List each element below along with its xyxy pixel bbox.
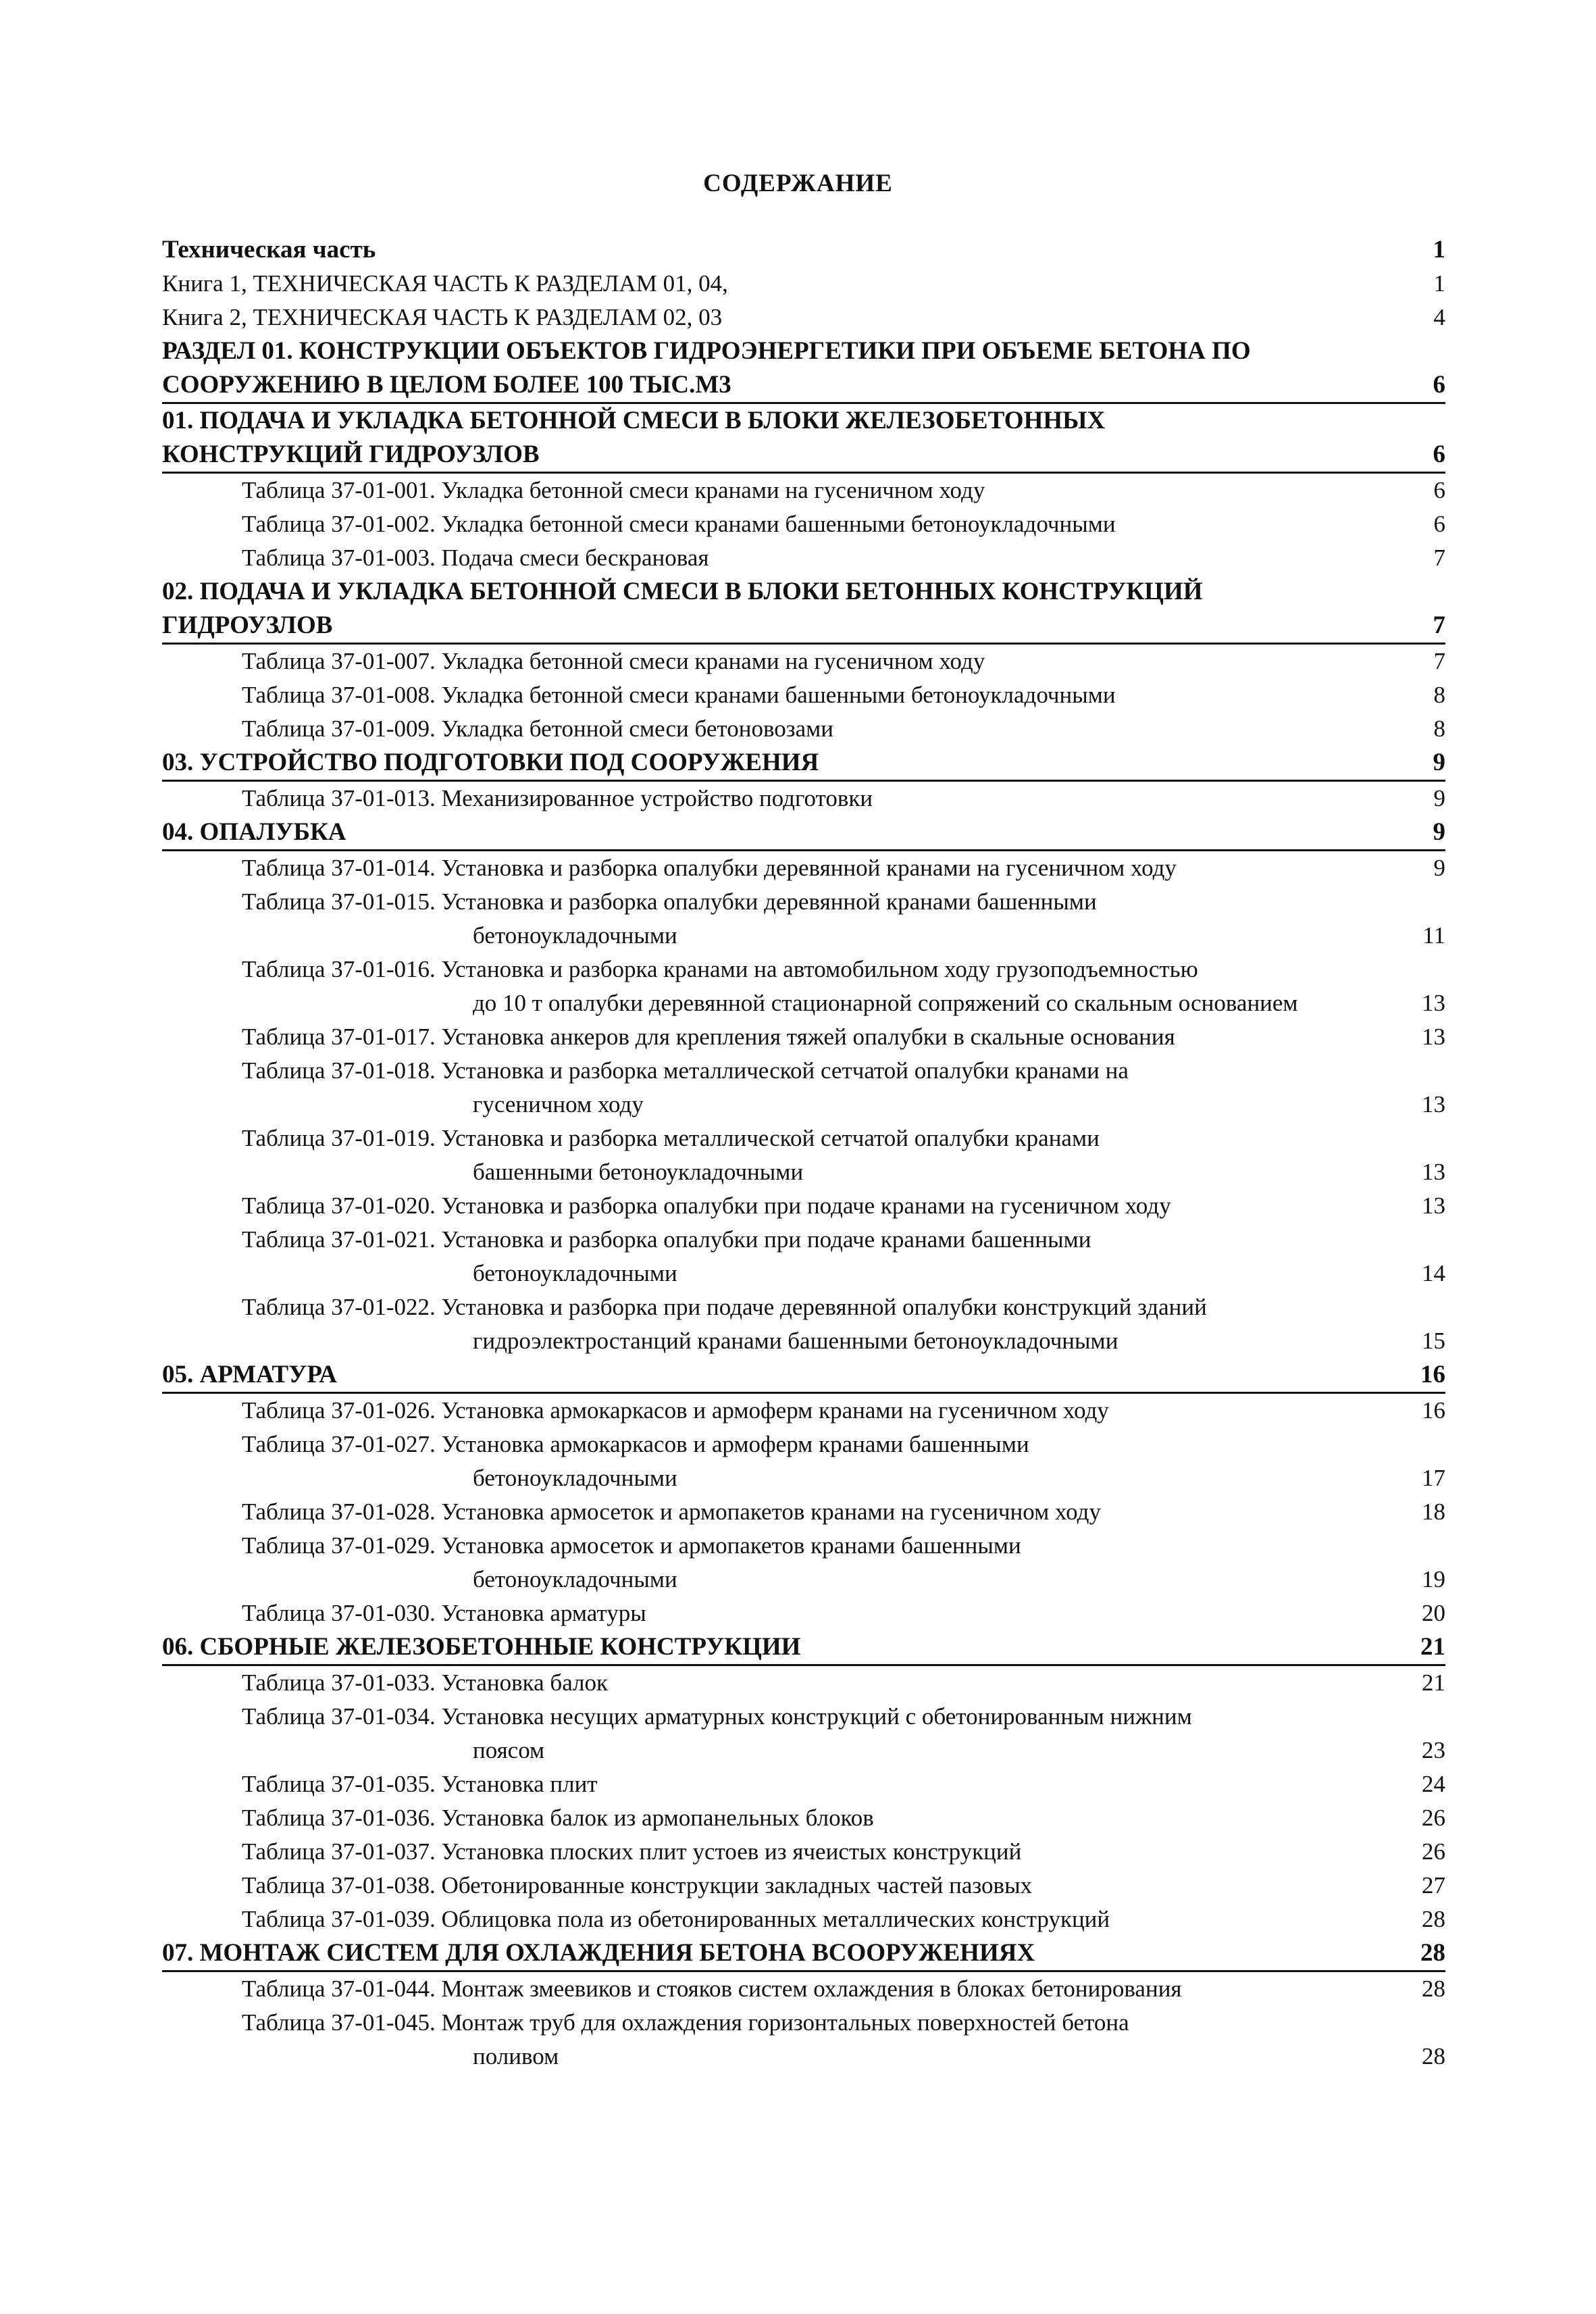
toc-page-number: 9 [1433,855,1445,881]
toc-entry-row[interactable] [162,507,1445,541]
toc-entry-text: Таблица 37-01-018. Установка и разборка металлической сетчатой опалубки кранами на [242,1057,1129,1084]
toc-entry-row[interactable] [162,1734,1445,1767]
toc-entry-row[interactable] [162,474,1445,507]
toc-section-row[interactable] [162,404,1445,438]
toc-entry-text: башенными бетоноукладочными [473,1159,804,1185]
toc-page-number: 9 [1433,818,1445,846]
toc-entry-row[interactable] [162,267,1445,301]
toc-entry-text: бетоноукладочными [473,1260,677,1286]
toc-entry-text: Таблица 37-01-017. Установка анкеров для крепления тяжей опалубки в скальные основания [242,1024,1175,1050]
page-title: СОДЕРЖАНИЕ [703,170,893,197]
toc-entry-text: РАЗДЕЛ 01. КОНСТРУКЦИИ ОБЪЕКТОВ ГИДРОЭНЕРГЕТИКИ ПРИ ОБЪЕМЕ БЕТОНА ПО [162,337,1251,365]
toc-entry-text: 05. АРМАТУРА [162,1361,337,1388]
toc-entry-row[interactable] [162,541,1445,575]
toc-section-row[interactable] [162,233,1445,267]
toc-entry-row[interactable] [162,1428,1445,1461]
toc-section-row[interactable] [162,1630,1445,1666]
toc-entry-row[interactable] [162,1189,1445,1223]
toc-entry-row[interactable] [162,2040,1445,2073]
toc-page-number: 16 [1422,1397,1445,1424]
toc-entry-text: Таблица 37-01-038. Обетонированные конструкции закладных частей пазовых [242,1872,1033,1898]
toc-entry-text: Таблица 37-01-015. Установка и разборка опалубки деревянной кранами башенными [242,888,1097,915]
toc-entry-text: Книга 1, ТЕХНИЧЕСКАЯ ЧАСТЬ К РАЗДЕЛАМ 01, 04, [162,270,728,297]
toc-section-row[interactable] [162,334,1445,368]
toc-entry-text: бетоноукладочными [473,1465,677,1491]
toc-entry-row[interactable] [162,1020,1445,1054]
toc-entry-text: до 10 т опалубки деревянной стационарной сопряжений со скальным основанием [473,990,1298,1016]
toc-entry-row[interactable] [162,1324,1445,1358]
toc-entry-row[interactable] [162,1903,1445,1936]
toc-entry-text: Таблица 37-01-003. Подача смеси бескрановая [242,545,709,571]
toc-page-number: 1 [1433,270,1445,297]
toc-page-number: 26 [1422,1838,1445,1865]
toc-entry-text: Таблица 37-01-020. Установка и разборка опалубки при подаче кранами на гусеничном ходу [242,1192,1171,1219]
toc-entry-text: Таблица 37-01-026. Установка армокаркасов и армоферм кранами на гусеничном ходу [242,1397,1109,1424]
toc-entry-text: гусеничном ходу [473,1091,644,1117]
toc-entry-row[interactable] [162,645,1445,678]
toc-entry-text: Таблица 37-01-027. Установка армокаркасов и армоферм кранами башенными [242,1431,1029,1457]
toc-entry-row[interactable] [162,851,1445,885]
toc-entry-text: поясом [473,1737,545,1763]
toc-entry-text: бетоноукладочными [473,922,677,949]
toc-entry-row[interactable] [162,1563,1445,1596]
toc-entry-text: КОНСТРУКЦИЙ ГИДРОУЗЛОВ [162,441,540,468]
toc-entry-text: СООРУЖЕНИЮ В ЦЕЛОМ БОЛЕЕ 100 ТЫС.М3 [162,371,731,399]
toc-entry-text: Таблица 37-01-034. Установка несущих арматурных конструкций с обетонированным нижним [242,1703,1192,1730]
toc-page-number: 8 [1433,682,1445,708]
toc-entry-row[interactable] [162,1495,1445,1529]
toc-entry-row[interactable] [162,1223,1445,1257]
toc-page-number: 28 [1422,1976,1445,2002]
toc-entry-text: Таблица 37-01-013. Механизированное устройство подготовки [242,785,873,811]
toc-entry-row[interactable] [162,678,1445,712]
toc-entry-row[interactable] [162,885,1445,919]
toc-entry-text: Таблица 37-01-039. Облицовка пола из обетонированных металлических конструкций [242,1906,1110,1932]
toc-page-number: 6 [1433,371,1445,399]
toc-entry-row[interactable] [162,919,1445,953]
toc-page-number: 7 [1433,611,1445,639]
toc-page-number: 21 [1422,1669,1445,1696]
toc-entry-text: Таблица 37-01-007. Укладка бетонной смеси кранами на гусеничном ходу [242,648,985,674]
toc-page-number: 27 [1422,1872,1445,1898]
toc-page-number: 28 [1422,1906,1445,1932]
toc-entry-text: 07. МОНТАЖ СИСТЕМ ДЛЯ ОХЛАЖДЕНИЯ БЕТОНА ВСООРУЖЕНИЯХ [162,1939,1035,1967]
toc-section-row[interactable] [162,575,1445,609]
toc-section-row[interactable] [162,746,1445,782]
toc-entry-row[interactable] [162,1088,1445,1122]
toc-entry-row[interactable] [162,1972,1445,2006]
toc-entry-text: 04. ОПАЛУБКА [162,818,346,846]
toc-page-number: 6 [1433,477,1445,503]
toc-page-number: 28 [1420,1939,1445,1967]
toc-entry-text: бетоноукладочными [473,1566,677,1592]
toc-entry-row[interactable] [162,1122,1445,1155]
toc-page-number: 6 [1433,511,1445,537]
toc-entry-row[interactable] [162,1700,1445,1734]
toc-entry-row[interactable] [162,1290,1445,1324]
toc-entry-text: Таблица 37-01-009. Укладка бетонной смеси бетоновозами [242,715,834,742]
toc-entry-text: Книга 2, ТЕХНИЧЕСКАЯ ЧАСТЬ К РАЗДЕЛАМ 02, 03 [162,304,723,330]
toc-entry-row[interactable] [162,1801,1445,1835]
toc-entry-row[interactable] [162,986,1445,1020]
toc-entry-text: Таблица 37-01-008. Укладка бетонной смеси кранами башенными бетоноукладочными [242,682,1116,708]
toc-entry-text: Таблица 37-01-035. Установка плит [242,1771,598,1797]
toc-entry-text: Таблица 37-01-021. Установка и разборка опалубки при подаче кранами башенными [242,1226,1091,1253]
toc-entry-text: Таблица 37-01-029. Установка армосеток и армопакетов кранами башенными [242,1532,1021,1559]
toc-section-row[interactable] [162,609,1445,645]
toc-page-number: 20 [1422,1600,1445,1626]
toc-page-number: 16 [1420,1361,1445,1388]
toc-page-number: 7 [1433,648,1445,674]
toc-page-number: 15 [1422,1328,1445,1354]
toc-page-number: 7 [1433,545,1445,571]
toc-page-number: 14 [1422,1260,1445,1286]
toc-page-number: 28 [1422,2043,1445,2069]
toc-entry-row[interactable] [162,1835,1445,1869]
toc-page-number: 13 [1422,1024,1445,1050]
toc-entry-row[interactable] [162,301,1445,334]
toc-page-number: 24 [1422,1771,1445,1797]
toc-entry-text: Таблица 37-01-014. Установка и разборка опалубки деревянной кранами на гусеничном ходу [242,855,1177,881]
toc-section-row[interactable] [162,438,1445,474]
toc-page-number: 1 [1433,236,1445,263]
toc-page-number: 18 [1422,1499,1445,1525]
toc-section-row[interactable] [162,1358,1445,1394]
toc-entry-text: 03. УСТРОЙСТВО ПОДГОТОВКИ ПОД СООРУЖЕНИЯ [162,749,819,776]
toc-entry-text: поливом [473,2043,559,2069]
toc-entry-row[interactable] [162,1869,1445,1903]
toc-entry-text: Таблица 37-01-028. Установка армосеток и армопакетов кранами на гусеничном ходу [242,1499,1101,1525]
toc-entry-row[interactable] [162,2006,1445,2040]
toc-entry-text: Техническая часть [162,236,376,263]
toc-entry-text: Таблица 37-01-044. Монтаж змеевиков и стояков систем охлаждения в блоках бетонирования [242,1976,1182,2002]
toc-entry-text: Таблица 37-01-002. Укладка бетонной смеси кранами башенными бетоноукладочными [242,511,1116,537]
toc-page-number: 9 [1433,785,1445,811]
toc-page-number: 6 [1433,441,1445,468]
toc-entry-text: Таблица 37-01-033. Установка балок [242,1669,609,1696]
toc-page-number: 11 [1422,922,1445,949]
toc-page-number: 17 [1422,1465,1445,1491]
toc-page-number: 8 [1433,715,1445,742]
toc-entry-text: гидроэлектростанций кранами башенными бетоноукладочными [473,1328,1118,1354]
toc-page-number: 4 [1433,304,1445,330]
toc-entry-row[interactable] [162,1155,1445,1189]
toc-page-number: 26 [1422,1805,1445,1831]
table-of-contents [162,233,1445,2073]
toc-page-number: 23 [1422,1737,1445,1763]
toc-entry-text: 01. ПОДАЧА И УКЛАДКА БЕТОННОЙ СМЕСИ В БЛОКИ ЖЕЛЕЗОБЕТОННЫХ [162,407,1106,434]
toc-page-number: 13 [1422,1091,1445,1117]
toc-page-number: 13 [1422,1192,1445,1219]
toc-page-number: 13 [1422,1159,1445,1185]
toc-entry-text: 06. СБОРНЫЕ ЖЕЛЕЗОБЕТОННЫЕ КОНСТРУКЦИИ [162,1633,801,1661]
toc-page-number: 9 [1433,749,1445,776]
toc-entry-row[interactable] [162,1054,1445,1088]
toc-entry-text: Таблица 37-01-001. Укладка бетонной смеси кранами на гусеничном ходу [242,477,985,503]
toc-section-row[interactable] [162,1936,1445,1972]
toc-entry-row[interactable] [162,782,1445,815]
toc-entry-text: 02. ПОДАЧА И УКЛАДКА БЕТОННОЙ СМЕСИ В БЛОКИ БЕТОННЫХ КОНСТРУКЦИЙ [162,578,1203,605]
toc-entry-row[interactable] [162,1596,1445,1630]
toc-entry-text: Таблица 37-01-037. Установка плоских плит устоев из ячеистых конструкций [242,1838,1022,1865]
toc-entry-row[interactable] [162,1666,1445,1700]
toc-entry-text: Таблица 37-01-019. Установка и разборка металлической сетчатой опалубки кранами [242,1125,1100,1151]
toc-entry-text: Таблица 37-01-016. Установка и разборка кранами на автомобильном ходу грузоподъемностью [242,956,1198,982]
toc-page-number: 19 [1422,1566,1445,1592]
toc-entry-row[interactable] [162,1461,1445,1495]
toc-entry-row[interactable] [162,953,1445,986]
toc-entry-text: Таблица 37-01-045. Монтаж труб для охлаждения горизонтальных поверхностей бетона [242,2009,1129,2036]
toc-section-row[interactable] [162,815,1445,851]
toc-entry-text: Таблица 37-01-022. Установка и разборка при подаче деревянной опалубки конструкций зданий [242,1294,1207,1320]
toc-entry-row[interactable] [162,1529,1445,1563]
toc-entry-text: Таблица 37-01-036. Установка балок из армопанельных блоков [242,1805,874,1831]
toc-page-number: 21 [1420,1633,1445,1661]
toc-section-row[interactable] [162,368,1445,404]
toc-entry-row[interactable] [162,1394,1445,1428]
toc-entry-text: Таблица 37-01-030. Установка арматуры [242,1600,646,1626]
toc-entry-text: ГИДРОУЗЛОВ [162,611,333,639]
toc-entry-row[interactable] [162,1257,1445,1290]
toc-entry-row[interactable] [162,712,1445,746]
toc-page-number: 13 [1422,990,1445,1016]
toc-entry-row[interactable] [162,1767,1445,1801]
